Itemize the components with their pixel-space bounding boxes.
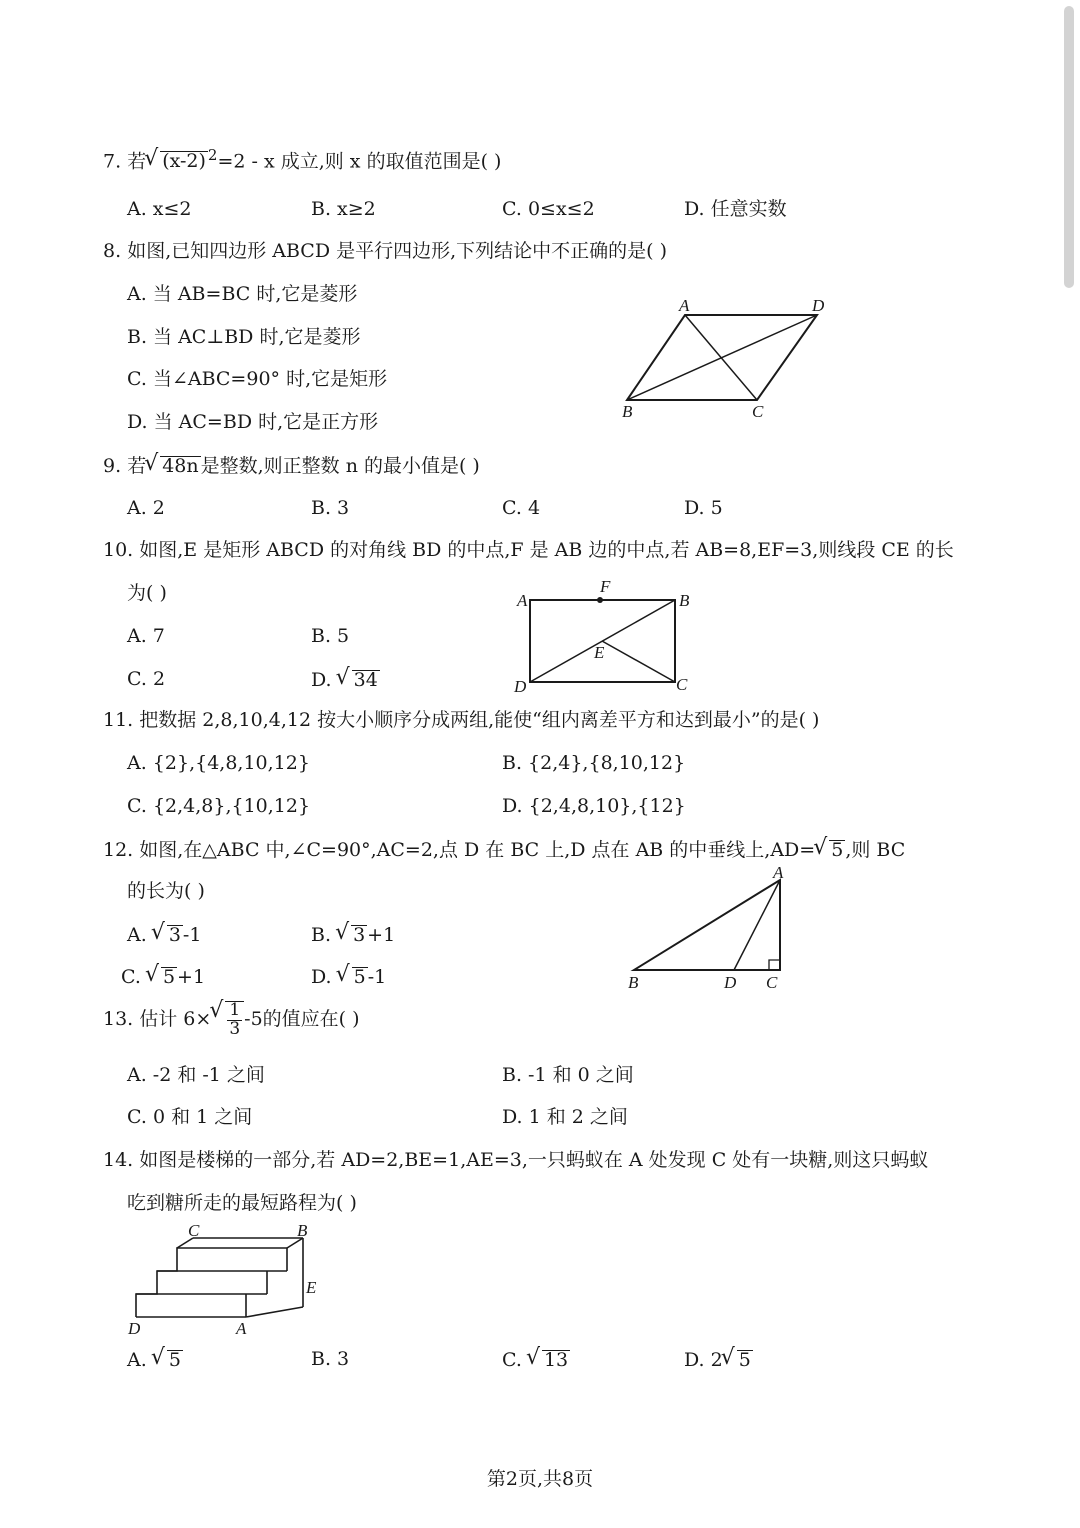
q9-option-b[interactable]: B. 3 bbox=[311, 497, 350, 519]
q10-label-b: B bbox=[679, 591, 690, 610]
q10-point-f bbox=[597, 597, 603, 603]
q14-option-c-radical: √ 13 bbox=[530, 1350, 570, 1370]
q12-option-c[interactable]: C. √ 5 +1 bbox=[121, 967, 205, 987]
q11-stem: 11. 把数据 2,8,10,4,12 按大小顺序分成两组,能使“组内离差平方和达到最小”的是( ) bbox=[103, 709, 820, 731]
q12-label-a: A bbox=[773, 863, 784, 882]
q12-figure-triangle bbox=[620, 862, 800, 994]
q12-right-angle-mark bbox=[769, 960, 780, 970]
q14-option-c[interactable]: C. √ 13 bbox=[502, 1350, 570, 1370]
q10-segment-ce bbox=[602, 641, 675, 682]
q10-stem-line2: 为( ) bbox=[127, 582, 167, 604]
q9-option-d[interactable]: D. 5 bbox=[684, 497, 723, 519]
q10-label-e: E bbox=[594, 643, 605, 662]
q9-radical: √ 48n bbox=[148, 456, 200, 476]
q11-option-c[interactable]: C. {2,4,8},{10,12} bbox=[127, 795, 311, 817]
scrollbar[interactable] bbox=[1064, 6, 1074, 288]
q7-option-c[interactable]: C. 0≤x≤2 bbox=[502, 198, 595, 220]
q7-radical: √ (x-2) bbox=[148, 151, 208, 171]
q12-option-d[interactable]: D. √ 5 -1 bbox=[311, 967, 386, 987]
q12-label-d: D bbox=[724, 973, 737, 992]
q8-label-d: D bbox=[812, 296, 825, 315]
q12-option-b-radical: √ 3 bbox=[339, 925, 367, 945]
q13-stem: 13. 估计 6× √ $\frac{1}{3}$ -5的值应在( ) bbox=[103, 1001, 360, 1039]
q10-option-d-radical: √ 34 bbox=[340, 670, 380, 690]
q7-option-d[interactable]: D. 任意实数 bbox=[684, 198, 787, 220]
q12-option-b[interactable]: B. √ 3 +1 bbox=[311, 925, 395, 945]
page-footer: 第2页,共8页 bbox=[486, 1468, 594, 1490]
q11-option-d[interactable]: D. {2,4,8,10},{12} bbox=[502, 795, 686, 817]
q12-stem-line1: 12. 如图,在△ABC 中,∠C=90°,AC=2,点 D 在 BC 上,D 点在 AB 的中垂线上,AD=√ 5 ,则 BC bbox=[103, 840, 905, 860]
q14-figure-stairs bbox=[122, 1220, 332, 1342]
q14-option-a-radical: √ 5 bbox=[155, 1350, 183, 1370]
q8-option-a[interactable]: A. 当 AB=BC 时,它是菱形 bbox=[127, 283, 358, 305]
q13-option-a[interactable]: A. -2 和 -1 之间 bbox=[127, 1064, 265, 1086]
q10-option-d[interactable]: D. √ 34 bbox=[311, 670, 380, 690]
q14-stem-line1: 14. 如图是楼梯的一部分,若 AD=2,BE=1,AE=3,一只蚂蚁在 A 处发现 C 处有一块糖,则这只蚂蚁 bbox=[103, 1149, 929, 1171]
q8-figure-parallelogram bbox=[612, 292, 842, 422]
q9-option-c[interactable]: C. 4 bbox=[502, 497, 541, 519]
q14-option-b[interactable]: B. 3 bbox=[311, 1348, 350, 1370]
q12-option-a-radical: √ 3 bbox=[155, 925, 183, 945]
q8-stem: 8. 如图,已知四边形 ABCD 是平行四边形,下列结论中不正确的是( ) bbox=[103, 240, 668, 262]
q10-label-f: F bbox=[600, 578, 611, 596]
q10-label-a: A bbox=[517, 591, 528, 610]
q13-radical bbox=[213, 1001, 244, 1039]
q14-option-d-radical: √ 5 bbox=[725, 1350, 753, 1370]
q14-label-d: D bbox=[128, 1319, 141, 1338]
q14-stem-line2: 吃到糖所走的最短路程为( ) bbox=[127, 1192, 357, 1214]
q10-option-b[interactable]: B. 5 bbox=[311, 625, 350, 647]
q12-triangle bbox=[634, 880, 780, 970]
q14-label-a: A bbox=[236, 1319, 247, 1338]
q8-label-a: A bbox=[679, 296, 690, 315]
q14-label-e: E bbox=[306, 1278, 317, 1297]
q14-option-a[interactable]: A. √ 5 bbox=[127, 1350, 183, 1370]
q12-label-b: B bbox=[628, 973, 639, 992]
q8-option-d[interactable]: D. 当 AC=BD 时,它是正方形 bbox=[127, 411, 379, 433]
q13-option-c[interactable]: C. 0 和 1 之间 bbox=[127, 1106, 253, 1128]
q8-option-c[interactable]: C. 当∠ABC=90° 时,它是矩形 bbox=[127, 368, 388, 390]
q12-option-d-radical: √ 5 bbox=[340, 967, 368, 987]
q7-option-b[interactable]: B. x≥2 bbox=[311, 198, 376, 220]
q14-option-d[interactable]: D. 2√ 5 bbox=[684, 1350, 753, 1370]
q8-option-b[interactable]: B. 当 AC⊥BD 时,它是菱形 bbox=[127, 326, 361, 348]
q12-option-c-radical: √ 5 bbox=[149, 967, 177, 987]
q14-label-c: C bbox=[188, 1221, 200, 1240]
q12-label-c: C bbox=[766, 973, 778, 992]
q12-stem-line2: 的长为( ) bbox=[127, 880, 205, 902]
q10-label-d: D bbox=[514, 677, 527, 694]
q11-option-b[interactable]: B. {2,4},{8,10,12} bbox=[502, 752, 686, 774]
q12-option-a[interactable]: A. √ 3 -1 bbox=[127, 925, 201, 945]
q10-figure-rectangle bbox=[510, 578, 700, 694]
q12-stem-radical: √ 5 bbox=[817, 840, 845, 860]
q14-base-depth bbox=[246, 1307, 303, 1317]
q13-option-b[interactable]: B. -1 和 0 之间 bbox=[502, 1064, 634, 1086]
q11-option-a[interactable]: A. {2},{4,8,10,12} bbox=[127, 752, 310, 774]
q9-stem: 9. 若√ 48n 是整数,则正整数 n 的最小值是( ) bbox=[103, 456, 480, 476]
q7-stem: 7. 若√ (x-2) $^2$=2 - x 成立,则 x 的取值范围是( ) bbox=[103, 148, 501, 171]
q13-option-d[interactable]: D. 1 和 2 之间 bbox=[502, 1106, 628, 1128]
q7-option-a[interactable]: A. x≤2 bbox=[127, 198, 192, 220]
q10-option-c[interactable]: C. 2 bbox=[127, 668, 166, 690]
q13-fraction: √ $\frac{1}{3}$ bbox=[225, 1001, 244, 1039]
q10-stem-line1: 10. 如图,E 是矩形 ABCD 的对角线 BD 的中点,F 是 AB 边的中点,若 AB=8,EF=3,则线段 CE 的长 bbox=[103, 539, 954, 561]
q14-step-profile bbox=[136, 1248, 287, 1317]
q8-label-c: C bbox=[752, 402, 764, 421]
q9-option-a[interactable]: A. 2 bbox=[127, 497, 165, 519]
q10-option-a[interactable]: A. 7 bbox=[127, 625, 165, 647]
q8-label-b: B bbox=[622, 402, 633, 421]
q14-label-b: B bbox=[297, 1221, 308, 1240]
q10-label-c: C bbox=[676, 675, 688, 694]
